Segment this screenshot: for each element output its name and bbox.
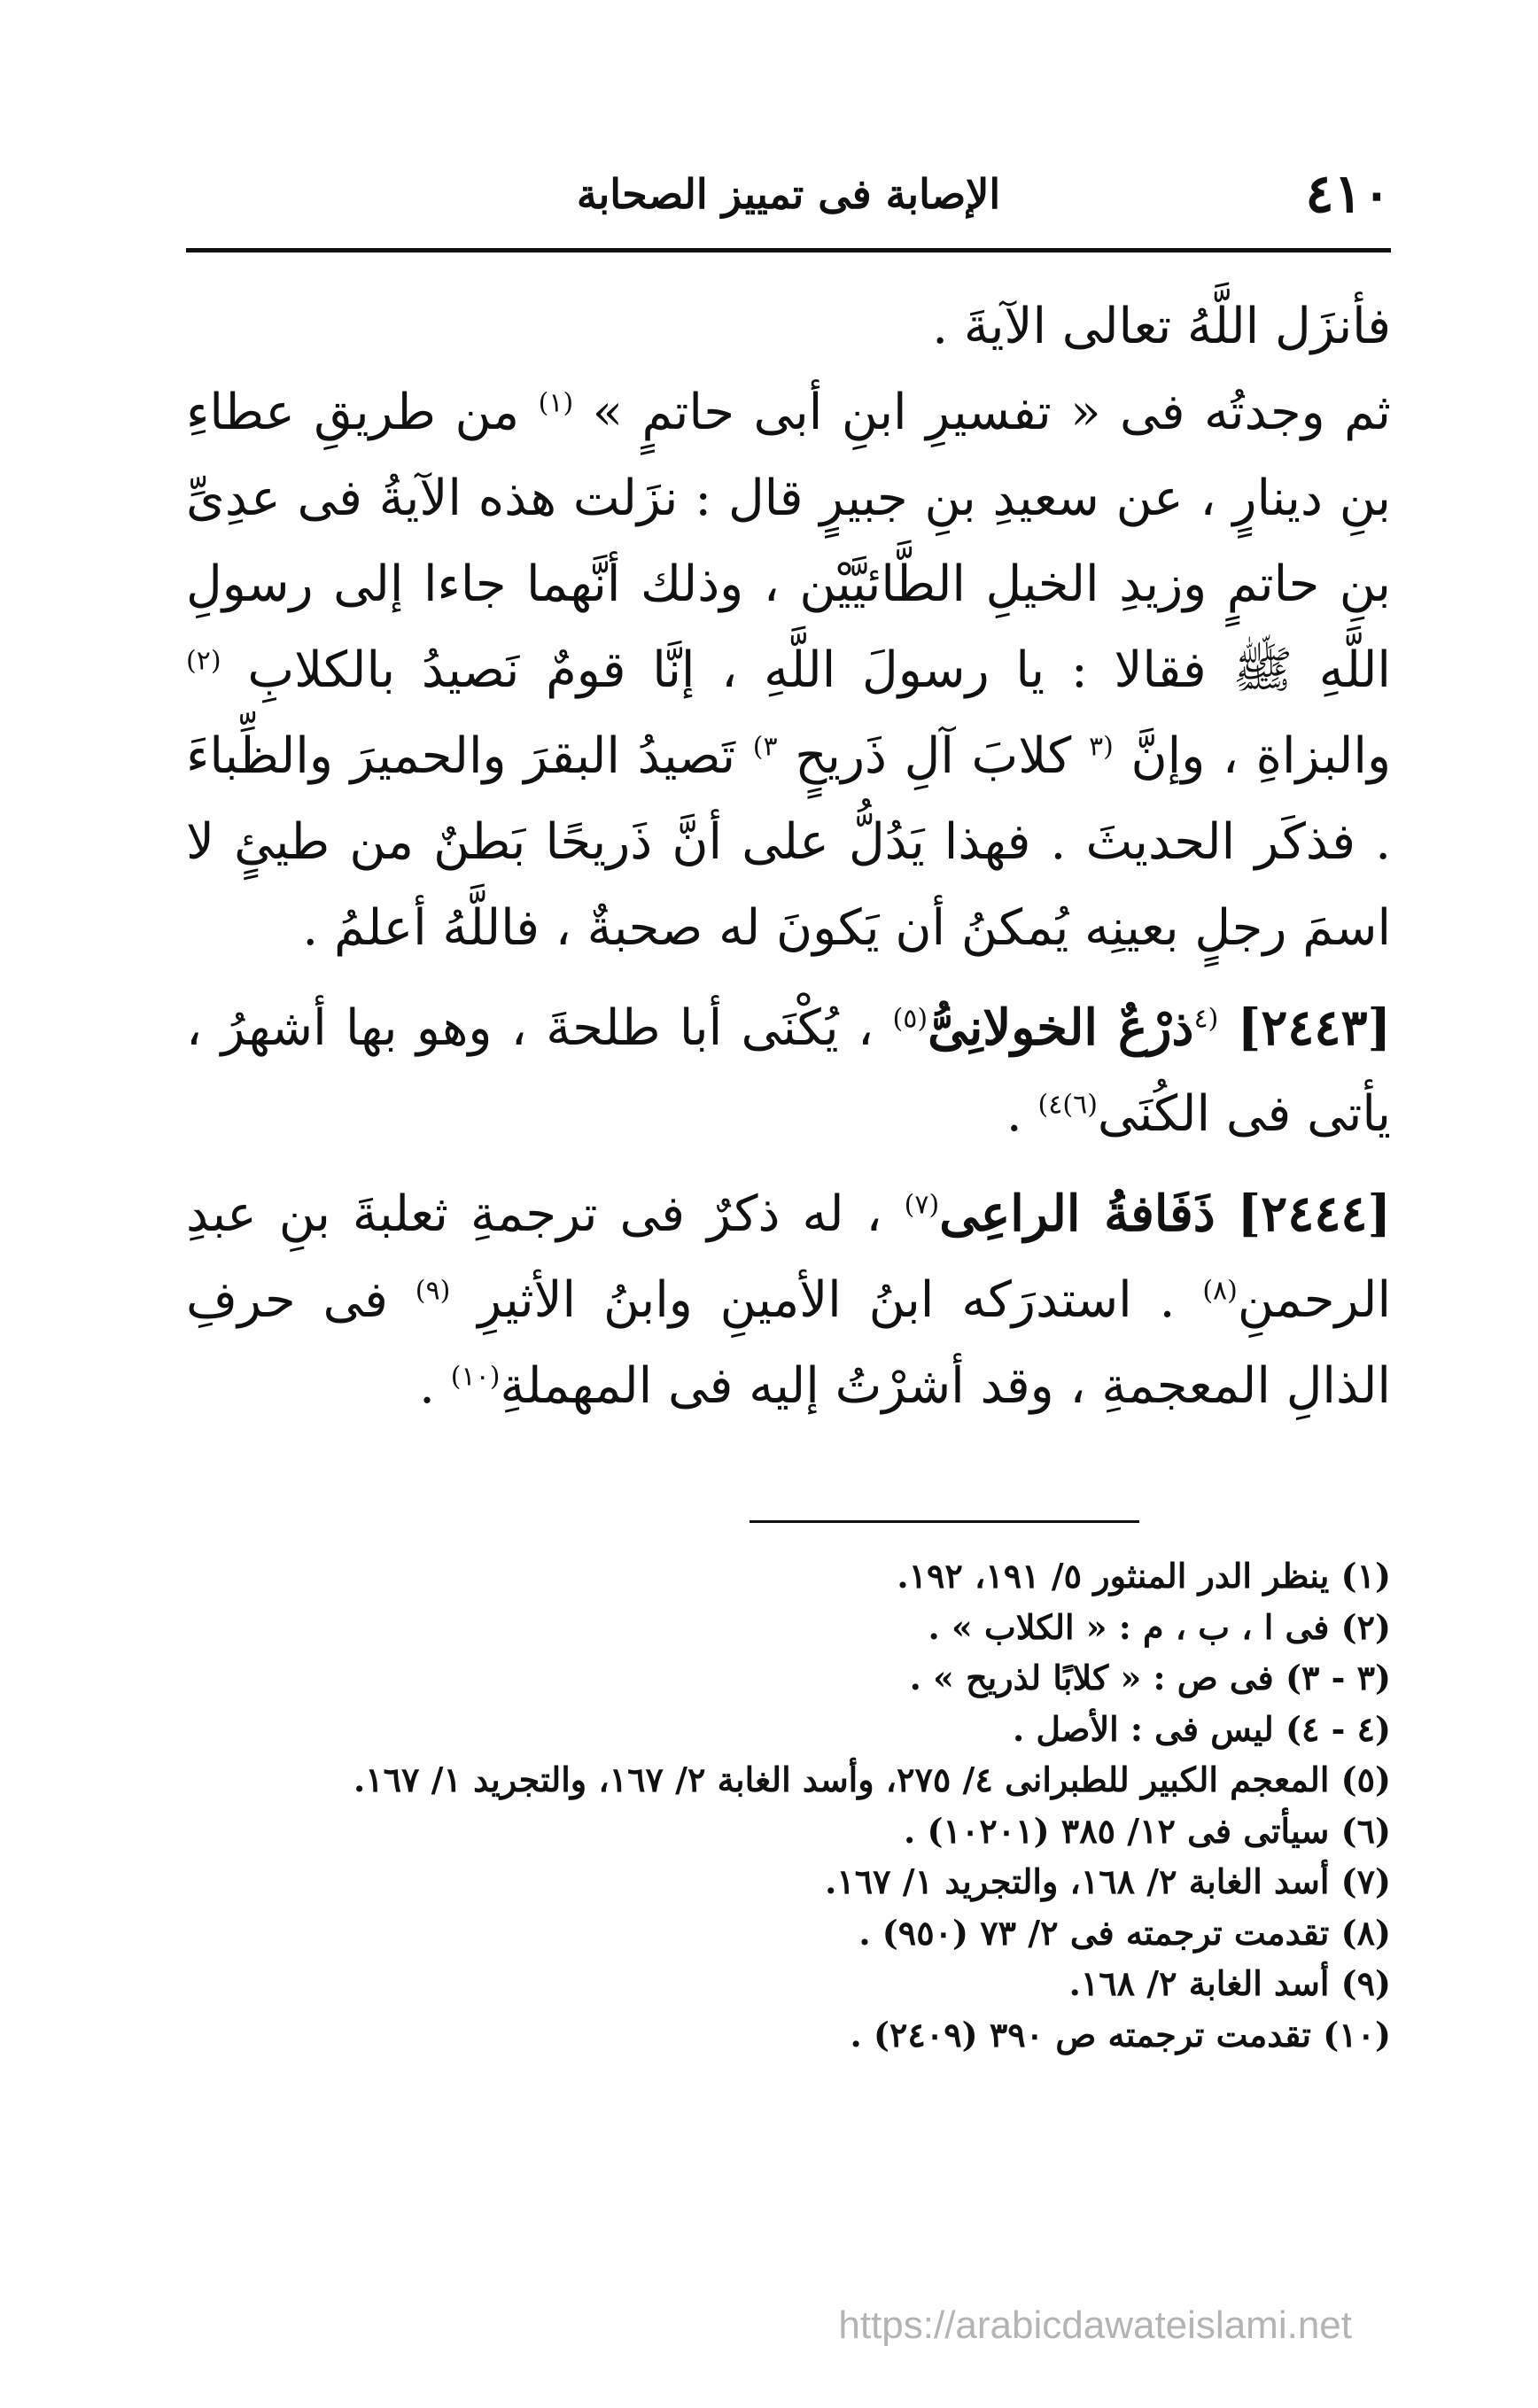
page-number: ٤١٠ (1305, 163, 1391, 225)
paragraph-text: كلابَ آلِ ذَريحٍ (795, 727, 1072, 785)
footnote-marker: (٣ (1089, 731, 1114, 763)
footnote-6: (٦) سيأتى فى ١٢/ ٣٨٥ (١٠٢٠١) . (904, 1810, 1391, 1851)
page-header (186, 158, 1391, 246)
footnote-marker: (١) (538, 387, 574, 419)
footnote-separator (750, 1520, 1139, 1523)
paragraph-text: ثم وجدتُه فى « تفسيرِ ابنِ أبى حاتمٍ » (592, 384, 1391, 441)
footnote-3: (٣ - ٣) فى ص : « كلابًا لذريح » . (909, 1658, 1391, 1697)
paragraph-text: تَصيدُ البقرَ والحميرَ والظِّباءَ . فذكَر الحديثَ . فهذا يَدُلُّ على أنَّ ذَريحًا بَطنٌ من طيئٍ لا اسمَ رجلٍ بعينِه يُمكنُ أن يَكونَ له صحبةٌ ، فاللَّهُ أعلمُ . (186, 727, 1391, 957)
entry-number: [٢٤٤٤] (1237, 1185, 1391, 1243)
footnote-marker: (٤ (1193, 1003, 1219, 1035)
footnote-9: (٩) أسد الغابة ٢/ ١٦٨. (1068, 1963, 1391, 2003)
entry-name: ذَفَافةُ الراعِى (939, 1185, 1216, 1243)
paragraph-verse-revealed (186, 284, 1391, 369)
footnote-marker: (٦)٤) (1037, 1089, 1098, 1121)
paragraph-text: فأنزَل اللَّهُ تعالى الآيةَ . (932, 298, 1391, 355)
main-text (186, 284, 1391, 1429)
footnote-8: (٨) تقدمت ترجمته فى ٢/ ٧٣ (٩٥٠) . (858, 1912, 1391, 1953)
entry-text: فى حرفِ الذالِ المعجمةِ ، وقد أشرْتُ إليه فى المهملةِ (186, 1271, 1391, 1415)
footnotes (186, 1550, 1391, 2060)
header-rule (186, 248, 1391, 252)
source-watermark: https://arabicdawateislami.net (838, 2303, 1352, 2347)
footnote-marker: (٢) (186, 645, 221, 677)
paragraph-text: من طريقِ عطاءِ بنِ دينارٍ ، عن سعيدِ بنِ جبيرٍ قال : نزَلت هذه الآيةُ فى عدِىِّ بنِ حاتمٍ وزيدِ الخيلِ الطَّائيَّيْن ، وذلك أنَّهما جاءا إلى رسولِ اللَّهِ ﷺ فقالا : يا رسولَ اللَّهِ ، إنَّا قومٌ نَصيدُ بالكلابِ (186, 384, 1391, 699)
entry-number: [٢٤٤٣] (1237, 998, 1392, 1057)
footnote-10: (١٠) تقدمت ترجمته ص ٣٩٠ (٢٤٠٩) . (850, 2014, 1391, 2055)
entry-2444 (186, 1171, 1391, 1429)
footnote-marker: (٩) (415, 1275, 451, 1307)
paragraph-tafsir-citation (186, 369, 1391, 971)
entry-2443 (186, 985, 1391, 1157)
entry-text: . (419, 1357, 435, 1415)
footnote-marker: (٧) (904, 1189, 940, 1221)
entry-text: ، يُكْنَى أبا طلحةَ ، وهو بها أشهرُ ، يأتى فى الكُنَى (186, 999, 1391, 1143)
entry-text: . استدرَكه ابنُ الأمينِ وابنُ الأثيرِ (478, 1271, 1176, 1329)
footnote-marker: (١٠) (450, 1361, 501, 1393)
footnote-1: (١) ينظر الدر المنثور ٥/ ١٩١، ١٩٢. (897, 1556, 1391, 1596)
footnote-5: (٥) المعجم الكبير للطبرانى ٤/ ٢٧٥، وأسد الغابة ٢/ ١٦٧، والتجريد ١/ ١٦٧. (353, 1759, 1391, 1799)
footnote-2: (٢) فى ا ، ب ، م : « الكلاب » . (928, 1606, 1391, 1647)
running-title: الإصابة فى تمييز الصحابة (576, 170, 1001, 218)
footnote-marker: (٥) (892, 1003, 928, 1035)
entry-text: ، له ذكرٌ فى ترجمةِ ثعلبةَ بنِ عبدِ الرحمنِ (186, 1185, 1392, 1329)
footnote-7: (٧) أسد الغابة ٢/ ١٦٨، والتجريد ١/ ١٦٧. (825, 1861, 1391, 1901)
entry-text: . (1006, 1085, 1022, 1143)
footnote-4: (٤ - ٤) ليس فى : الأصل . (1012, 1708, 1391, 1749)
entry-name: ذرْعٌ الخولانِىُّ (928, 998, 1194, 1057)
footnote-marker: ٣) (752, 731, 778, 763)
footnote-marker: (٨) (1202, 1275, 1238, 1307)
paragraph-text: والبزاةِ ، وإنَّ (1130, 727, 1391, 785)
